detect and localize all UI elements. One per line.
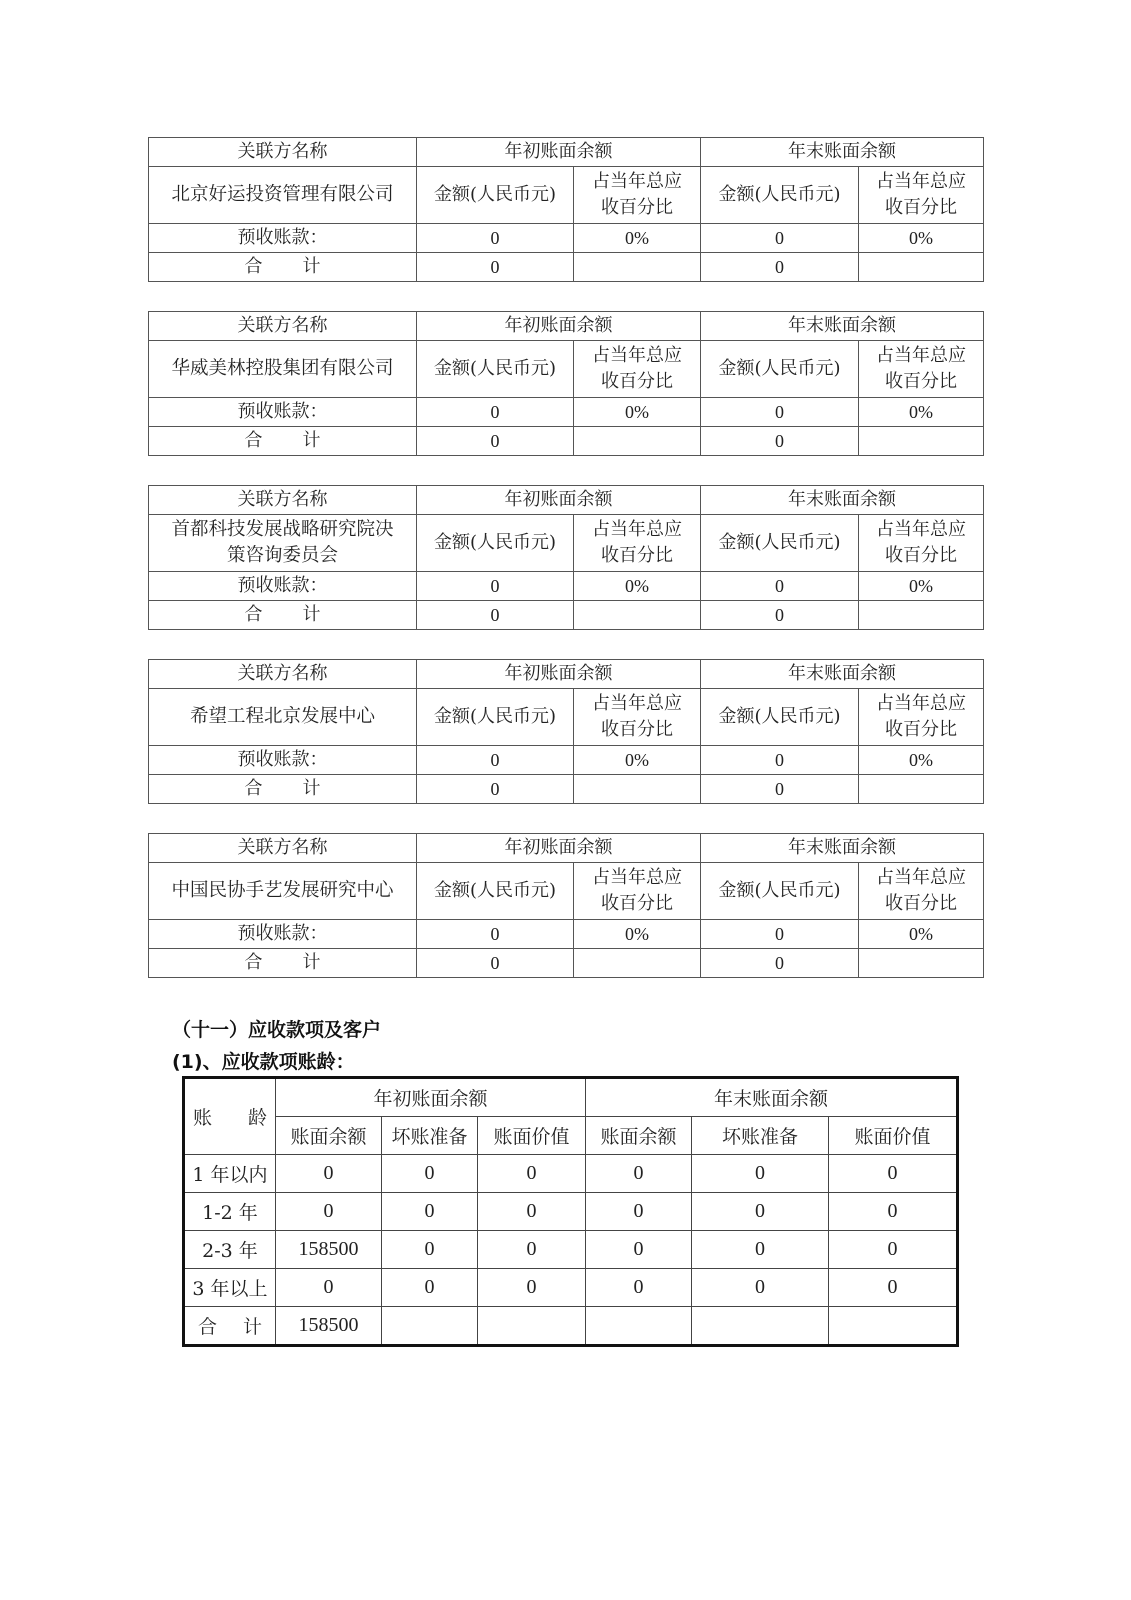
opening-pct: 0%: [574, 572, 701, 601]
cell: 0: [478, 1269, 586, 1307]
row-label: 1-2 年: [184, 1193, 276, 1231]
cell: 0: [829, 1193, 958, 1231]
total-label: [149, 949, 417, 978]
total-label-a: 合: [244, 604, 263, 625]
table-row: [184, 1193, 958, 1231]
pct-header-line2: 收百分比: [885, 371, 957, 392]
amount-header: 金额(人民币元): [701, 167, 859, 224]
total-label-a: 合: [244, 952, 263, 973]
amount-header: 金额(人民币元): [701, 341, 859, 398]
pct-header: [859, 515, 984, 572]
amount-header: 金额(人民币元): [701, 863, 859, 920]
opening-amount: 0: [417, 224, 574, 253]
pct-header-line2: 收百分比: [885, 197, 957, 218]
row-label: 预收账款：: [149, 224, 417, 253]
cell: 0: [478, 1231, 586, 1269]
total-label: [149, 427, 417, 456]
amount-header: 金额(人民币元): [417, 515, 574, 572]
pct-header: [859, 341, 984, 398]
age-header: [184, 1078, 276, 1155]
total-label-a: 合: [244, 256, 263, 277]
amount-header: 金额(人民币元): [701, 689, 859, 746]
section-subtitle: (1)、应收款项账龄：: [172, 1051, 355, 1073]
sub-header: 坏账准备: [382, 1117, 478, 1155]
pct-header: [859, 167, 984, 224]
opening-pct: 0%: [574, 224, 701, 253]
total-opening: 0: [417, 427, 574, 456]
total-label: [149, 253, 417, 282]
pct-header-line1: 占当年总应: [876, 867, 966, 888]
cell: 0: [276, 1269, 382, 1307]
empty-cell: [859, 775, 984, 804]
closing-pct: 0%: [859, 572, 984, 601]
cell: 0: [478, 1155, 586, 1193]
opening-amount: 0: [417, 746, 574, 775]
party-name-line2: 策咨询委员会: [226, 545, 338, 566]
related-party-table: [148, 485, 984, 630]
opening-pct: 0%: [574, 746, 701, 775]
pct-header-line1: 占当年总应: [592, 519, 682, 540]
cell: [586, 1307, 692, 1346]
cell: [478, 1307, 586, 1346]
closing-header: 年末账面余额: [701, 486, 984, 515]
cell: 0: [382, 1269, 478, 1307]
pct-header: [574, 689, 701, 746]
total-opening: 0: [417, 253, 574, 282]
closing-amount: 0: [701, 746, 859, 775]
opening-header: 年初账面余额: [417, 138, 701, 167]
opening-amount: 0: [417, 572, 574, 601]
col-name-header: 关联方名称: [149, 312, 417, 341]
cell: 0: [586, 1231, 692, 1269]
closing-amount: 0: [701, 920, 859, 949]
age-header-a: 账: [193, 1107, 213, 1129]
cell: [829, 1307, 958, 1346]
total-row: [184, 1307, 958, 1346]
pct-header-line1: 占当年总应: [592, 693, 682, 714]
amount-header: 金额(人民币元): [701, 515, 859, 572]
pct-header-line1: 占当年总应: [876, 345, 966, 366]
aging-table: [182, 1076, 959, 1347]
cell: 0: [586, 1155, 692, 1193]
total-label-a: 合: [244, 430, 263, 451]
opening-amount: 0: [417, 920, 574, 949]
total-closing: 0: [701, 949, 859, 978]
cell: 0: [692, 1155, 829, 1193]
opening-header: 年初账面余额: [417, 660, 701, 689]
pct-header-line2: 收百分比: [601, 371, 673, 392]
cell: 0: [382, 1231, 478, 1269]
pct-header-line2: 收百分比: [601, 719, 673, 740]
cell: 0: [692, 1193, 829, 1231]
closing-header: 年末账面余额: [701, 138, 984, 167]
sub-header: 坏账准备: [692, 1117, 829, 1155]
pct-header: [574, 341, 701, 398]
col-name-header: 关联方名称: [149, 138, 417, 167]
empty-cell: [859, 949, 984, 978]
pct-header-line2: 收百分比: [885, 719, 957, 740]
empty-cell: [574, 775, 701, 804]
pct-header-line1: 占当年总应: [592, 345, 682, 366]
party-name: 中国民协手艺发展研究中心: [149, 863, 417, 920]
total-opening: 0: [417, 775, 574, 804]
closing-header: 年末账面余额: [701, 312, 984, 341]
empty-cell: [859, 601, 984, 630]
closing-pct: 0%: [859, 398, 984, 427]
col-name-header: 关联方名称: [149, 834, 417, 863]
cell: 0: [382, 1155, 478, 1193]
empty-cell: [574, 427, 701, 456]
closing-header: 年末账面余额: [701, 660, 984, 689]
row-label: 预收账款：: [149, 920, 417, 949]
total-opening: 0: [417, 601, 574, 630]
empty-cell: [574, 253, 701, 282]
pct-header-line1: 占当年总应: [592, 171, 682, 192]
amount-header: 金额(人民币元): [417, 689, 574, 746]
cell: [382, 1307, 478, 1346]
cell: 0: [692, 1269, 829, 1307]
related-party-table: [148, 659, 984, 804]
pct-header-line2: 收百分比: [885, 545, 957, 566]
col-name-header: 关联方名称: [149, 486, 417, 515]
cell: 158500: [276, 1231, 382, 1269]
total-label-b: 计: [302, 952, 321, 973]
row-label: 1 年以内: [184, 1155, 276, 1193]
total-label-b: 计: [302, 430, 321, 451]
cell: 0: [276, 1193, 382, 1231]
pct-header-line1: 占当年总应: [876, 171, 966, 192]
cell: 0: [586, 1269, 692, 1307]
closing-header: 年末账面余额: [586, 1078, 958, 1117]
pct-header: [574, 863, 701, 920]
amount-header: 金额(人民币元): [417, 863, 574, 920]
total-label-a: 合: [244, 778, 263, 799]
cell: 0: [829, 1269, 958, 1307]
opening-pct: 0%: [574, 920, 701, 949]
related-party-table: [148, 311, 984, 456]
opening-header: 年初账面余额: [417, 486, 701, 515]
table-row: [184, 1231, 958, 1269]
cell: 0: [478, 1193, 586, 1231]
pct-header-line2: 收百分比: [601, 545, 673, 566]
pct-header: [574, 167, 701, 224]
total-closing: 0: [701, 775, 859, 804]
total-label-a: 合: [197, 1316, 217, 1338]
row-label: 3 年以上: [184, 1269, 276, 1307]
age-header-b: 龄: [247, 1107, 267, 1129]
empty-cell: [859, 427, 984, 456]
party-name: [149, 515, 417, 572]
party-name: 北京好运投资管理有限公司: [149, 167, 417, 224]
cell: 158500: [276, 1307, 382, 1346]
col-name-header: 关联方名称: [149, 660, 417, 689]
total-opening: 0: [417, 949, 574, 978]
pct-header-line2: 收百分比: [885, 893, 957, 914]
cell: 0: [276, 1155, 382, 1193]
closing-pct: 0%: [859, 746, 984, 775]
closing-pct: 0%: [859, 224, 984, 253]
amount-header: 金额(人民币元): [417, 167, 574, 224]
closing-amount: 0: [701, 398, 859, 427]
row-label: 预收账款：: [149, 572, 417, 601]
pct-header: [859, 689, 984, 746]
row-label: 预收账款：: [149, 746, 417, 775]
total-label: [149, 601, 417, 630]
total-label-b: 计: [243, 1316, 263, 1338]
closing-pct: 0%: [859, 920, 984, 949]
total-label: [149, 775, 417, 804]
pct-header-line1: 占当年总应: [876, 693, 966, 714]
row-label: 2-3 年: [184, 1231, 276, 1269]
sub-header: 账面余额: [276, 1117, 382, 1155]
pct-header: [859, 863, 984, 920]
party-name: 希望工程北京发展中心: [149, 689, 417, 746]
total-closing: 0: [701, 427, 859, 456]
row-label: 预收账款：: [149, 398, 417, 427]
sub-header: 账面价值: [829, 1117, 958, 1155]
amount-header: 金额(人民币元): [417, 341, 574, 398]
table-row: [184, 1269, 958, 1307]
empty-cell: [574, 949, 701, 978]
opening-header: 年初账面余额: [417, 312, 701, 341]
related-party-table: [148, 833, 984, 978]
cell: [692, 1307, 829, 1346]
total-closing: 0: [701, 253, 859, 282]
empty-cell: [574, 601, 701, 630]
pct-header-line2: 收百分比: [601, 893, 673, 914]
party-name: 华威美林控股集团有限公司: [149, 341, 417, 398]
party-name-line1: 首都科技发展战略研究院决: [171, 519, 394, 540]
total-label-b: 计: [302, 256, 321, 277]
cell: 0: [829, 1155, 958, 1193]
pct-header-line1: 占当年总应: [876, 519, 966, 540]
opening-header: 年初账面余额: [417, 834, 701, 863]
cell: 0: [586, 1193, 692, 1231]
related-party-table: [148, 137, 984, 282]
opening-amount: 0: [417, 398, 574, 427]
section-title: （十一）应收款项及客户: [172, 1019, 382, 1041]
total-label-b: 计: [302, 778, 321, 799]
opening-pct: 0%: [574, 398, 701, 427]
opening-header: 年初账面余额: [276, 1078, 586, 1117]
sub-header: 账面余额: [586, 1117, 692, 1155]
total-closing: 0: [701, 601, 859, 630]
total-label-b: 计: [302, 604, 321, 625]
cell: 0: [692, 1231, 829, 1269]
total-label: [184, 1307, 276, 1346]
pct-header: [574, 515, 701, 572]
cell: 0: [829, 1231, 958, 1269]
table-row: [184, 1155, 958, 1193]
sub-header: 账面价值: [478, 1117, 586, 1155]
cell: 0: [382, 1193, 478, 1231]
closing-header: 年末账面余额: [701, 834, 984, 863]
pct-header-line2: 收百分比: [601, 197, 673, 218]
empty-cell: [859, 253, 984, 282]
closing-amount: 0: [701, 224, 859, 253]
pct-header-line1: 占当年总应: [592, 867, 682, 888]
closing-amount: 0: [701, 572, 859, 601]
